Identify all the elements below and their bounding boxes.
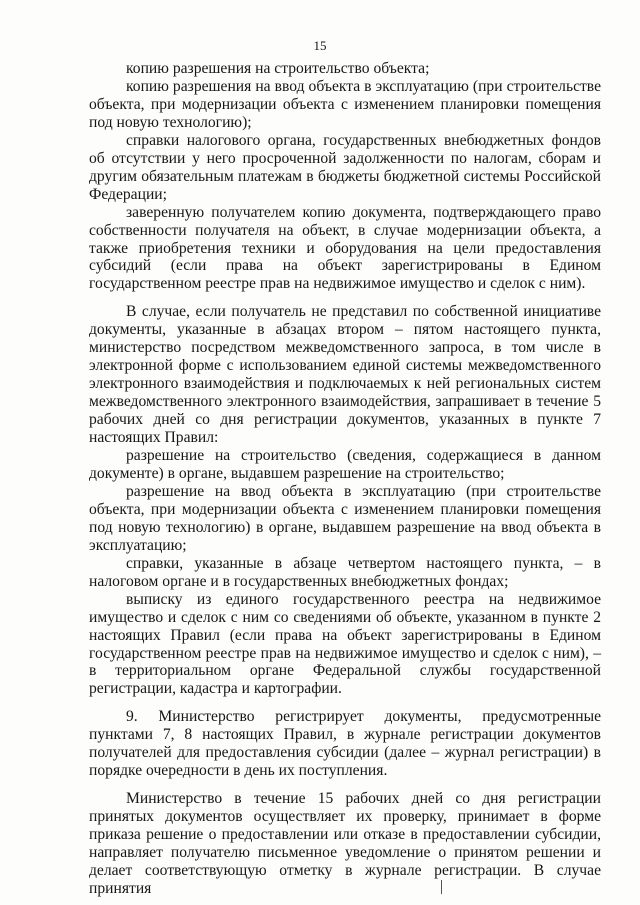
document-body — [89, 60, 601, 898]
page-number: 15 — [313, 38, 327, 53]
paragraph-request-commissioning: разрешение на ввод объекта в эксплуатацию (при строительстве объекта, при модернизации объекта с изменением планировки помещения под новую технологию) в органе, выдавшем разрешение на ввод объекта в эксплуатацию; — [89, 482, 601, 554]
paragraph-commissioning-copy: копию разрешения на ввод объекта в эксплуатацию (при строительстве объекта, при модернизации объекта с изменением планировки помещения под новую технологию); — [89, 77, 601, 131]
paragraph-request-registry-extract: выписку из единого государственного реестра на недвижимое имущество и сделок с ним со сведениями об объекте, указанном в пункте 2 настоящих Правил (если права на объект зарегистрированы в Едином государственном реестре прав на недвижимое имущество и сделок с ним), – в территориальном органе Федеральной службы государственной регистрации, кадастра и картографии. — [89, 590, 601, 698]
paragraph-permit-copy: копию разрешения на строительство объекта; — [126, 60, 430, 77]
paragraph-request-permit: разрешение на строительство (сведения, содержащиеся в данном документе) в органе, выдавшем разрешение на строительство; — [89, 447, 601, 482]
paragraph-tax-certificates: справки налогового органа, государственных внебюджетных фондов об отсутствии у него просроченной задолженности по налогам, сборам и другим обязательным платежам в бюджеты бюджетной системы Российской Федерации; — [89, 131, 601, 203]
paragraph-request-certificates: справки, указанные в абзаце четвертом настоящего пункта, – в налоговом органе и в государственных внебюджетных фондах; — [89, 554, 601, 590]
paragraph-review-decision: Министерство в течение 15 рабочих дней со дня регистрации принятых документов осуществляет их проверку, принимает в форме приказа решение о предоставлении или отказе в предоставлении субсидии, направляет получателю письменное уведомление о принятом решении и делает соответствующую отметку в журнале регистрации. В случае принятия — [89, 790, 601, 897]
paragraph-ownership-copy: заверенную получателем копию документа, подтверждающего право собственности получателя на объект, в случае модернизации объекта, а также приобретения техники и оборудования на цели предоставления субсидий (если права на объект зарегистрированы в Едином государственном реестре прав на недвижимое имущество и сделок с ним). — [89, 203, 601, 293]
paragraph-item-9: 9. Министерство регистрирует документы, предусмотренные пунктами 7, 8 настоящих Правил, в журнале регистрации документов получателей для предоставления субсидии (далее – журнал регистрации) в порядке очередности в день их поступления. — [89, 708, 601, 780]
scan-mark — [441, 880, 442, 894]
paragraph-interagency-request: В случае, если получатель не представил по собственной инициативе документы, указанные в абзацах втором – пятом настоящего пункта, министерство посредством межведомственного запроса, в том числе в электронной форме с использованием единой системы межведомственного электронного взаимодействия и подключаемых к ней региональных систем межведомственного электронного взаимодействия, запрашивает в течение 5 рабочих дней со дня регистрации документов, указанных в пункте 7 настоящих Правил: — [89, 303, 601, 447]
